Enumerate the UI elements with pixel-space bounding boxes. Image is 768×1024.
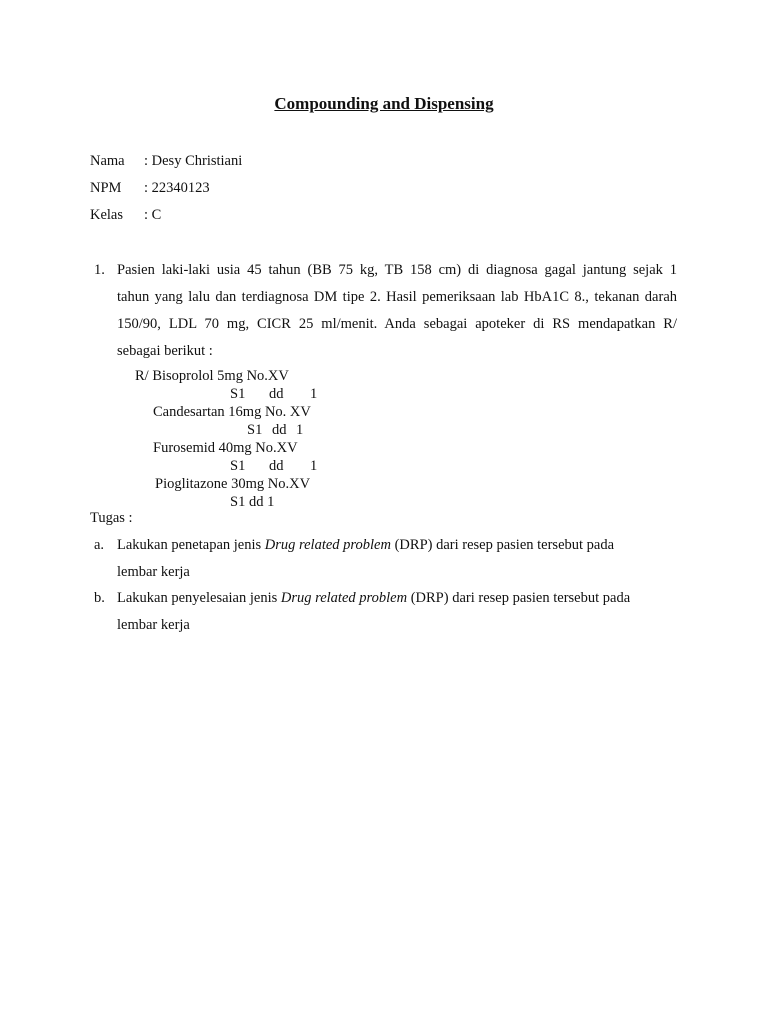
prescription-drug: Furosemid 40mg No.XV [153,440,298,456]
task-marker: a. [94,537,105,553]
signa-part: dd [272,422,287,438]
prescription-drug: Candesartan 16mg No. XV [153,404,311,420]
task-text: Lakukan penyelesaian jenis [117,590,281,606]
signa-part: S1 [230,386,246,402]
task-line: lembar kerja [117,617,190,633]
task-text: (DRP) dari resep pasien tersebut pada [407,590,631,606]
signa-part: S1 dd 1 [230,494,275,510]
signa-part: 1 [296,422,304,438]
identity-row-npm [90,178,210,198]
task-text-italic: Drug related problem [280,590,408,606]
signa-part: 1 [310,386,318,402]
signa-part: dd [269,458,284,474]
question-line: tahun yang lalu dan terdiagnosa DM tipe 2. Hasil pemeriksaan lab HbA1C 8., tekanan darah [117,289,677,305]
question-number: 1. [94,262,105,278]
task-line [117,588,630,608]
prescription-drug: Pioglitazone 30mg No.XV [155,476,311,492]
signa-part: S1 [230,458,246,474]
identity-value: : Desy Christiani [144,153,243,169]
tasks-label: Tugas : [90,510,133,526]
identity-row-nama [90,151,242,171]
task-marker: b. [94,590,105,606]
signa-part: S1 [247,422,263,438]
identity-label: Kelas [90,207,124,223]
prescription-drug: R/ Bisoprolol 5mg No.XV [135,368,289,384]
identity-value: : C [144,207,162,223]
identity-value: : 22340123 [144,180,210,196]
task-line [117,535,614,555]
question-line: 150/90, LDL 70 mg, CICR 25 ml/menit. Anda sebagai apoteker di RS mendapatkan R/ [117,316,677,332]
task-text: (DRP) dari resep pasien tersebut pada [390,537,615,553]
question-line: sebagai berikut : [117,343,213,359]
task-line: lembar kerja [117,564,190,580]
question-line: Pasien laki-laki usia 45 tahun (BB 75 kg, TB 158 cm) di diagnosa gagal jantung sejak 1 [117,262,677,278]
signa-part: 1 [310,458,318,474]
identity-label: NPM [90,180,122,196]
identity-row-kelas [90,205,161,225]
identity-label: Nama [90,153,125,169]
task-text: Lakukan penetapan jenis [117,537,265,553]
signa-part: dd [269,386,284,402]
document-title: Compounding and Dispensing [274,94,494,113]
task-text-italic: Drug related problem [264,537,391,553]
